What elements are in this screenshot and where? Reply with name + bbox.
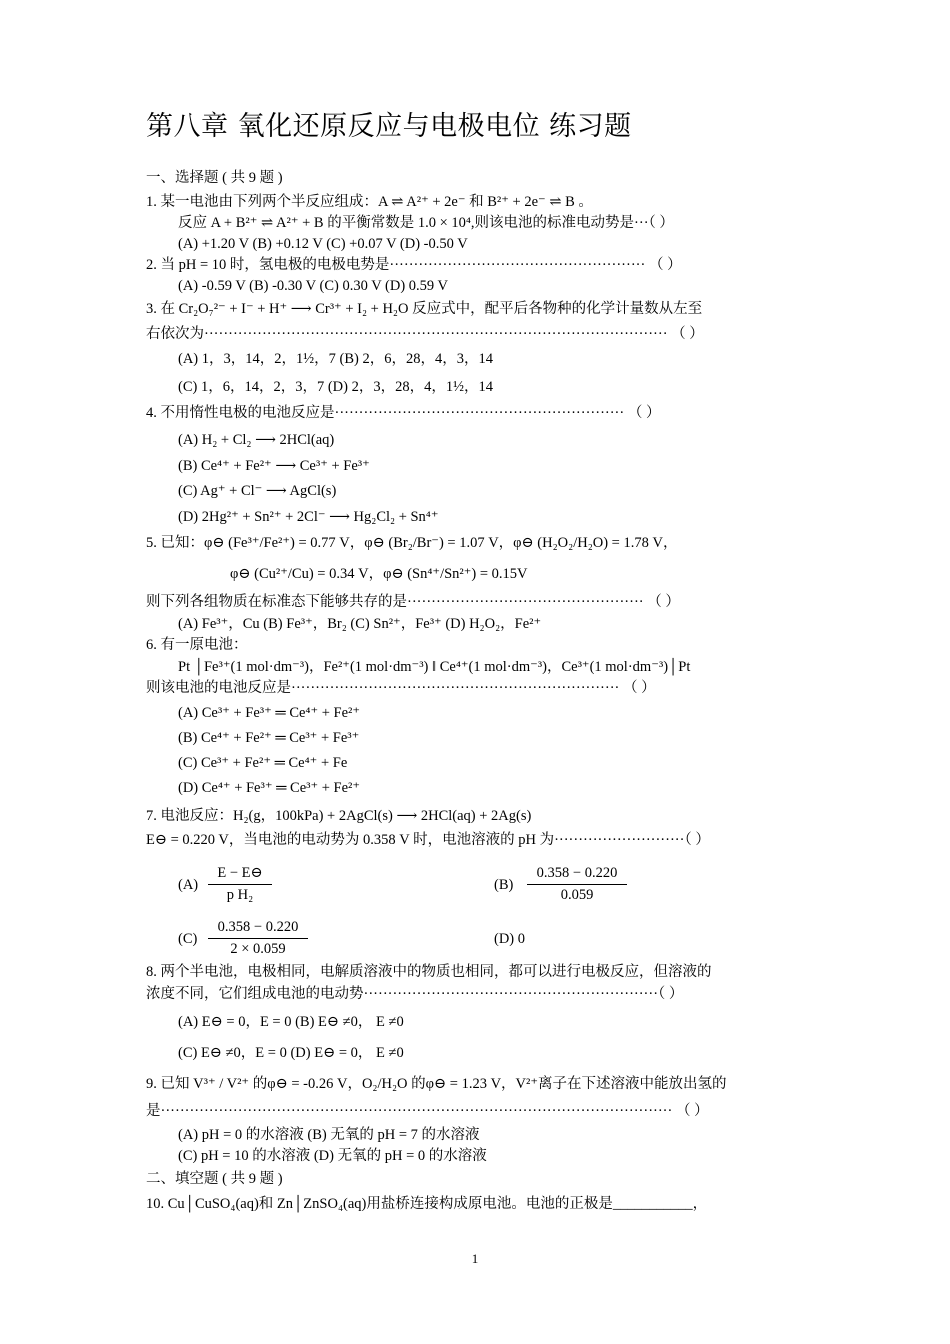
text-line: (A) Fe³⁺，Cu (B) Fe³⁺，Br₂ (C) Sn²⁺，Fe³⁺ (D) H₂O₂，Fe²⁺ — [178, 616, 542, 632]
text-line: (A) — [178, 877, 199, 893]
fraction-b — [527, 866, 627, 902]
text-line: (C) 1，6，14，2，3，7 (D) 2，3，28，4，1½，14 — [178, 379, 493, 395]
text-line: (A) pH = 0 的水溶液 (B) 无氧的 pH = 7 的水溶液 — [178, 1127, 480, 1143]
text-line: (C) pH = 10 的水溶液 (D) 无氧的 pH = 0 的水溶液 — [178, 1148, 487, 1164]
text-line: 3. 在 Cr₂O₇²⁻ + I⁻ + H⁺ ⟶ Cr³⁺ + I₂ + H₂O 反应式中，配平后各物种的化学计量数从左至 — [146, 301, 703, 317]
text-line: (C) Ce³⁺ + Fe²⁺ ═ Ce⁴⁺ + Fe — [178, 755, 348, 771]
text-line: 则下列各组物质在标准态下能够共存的是················································· （ ） — [146, 594, 680, 610]
text-line: (A) E⊖ = 0，E = 0 (B) E⊖ ≠0， E ≠0 — [178, 1014, 404, 1030]
text-line: 9. 已知 V³⁺ / V²⁺ 的φ⊖ = -0.26 V，O₂/H₂O 的φ⊖ = 1.23 V，V²⁺离子在下述溶液中能放出氢的 — [146, 1076, 727, 1092]
text-line: (D) Ce⁴⁺ + Fe³⁺ ═ Ce³⁺ + Fe²⁺ — [178, 780, 361, 796]
text-line: (A) 1，3，14，2，1½，7 (B) 2，6，28，4，3，14 — [178, 351, 493, 367]
text-line: 是·········································································································· （ ） — [146, 1103, 709, 1119]
fraction-b-den: 0.059 — [560, 886, 594, 903]
text-line: 8. 两个半电池，电极相同，电解质溶液中的物质也相同，都可以进行电极反应，但溶液的 — [146, 964, 712, 980]
text-line: φ⊖ (Cu²⁺/Cu) = 0.34 V，φ⊖ (Sn⁴⁺/Sn²⁺) = 0.15V — [230, 566, 528, 582]
text-line: (D) 2Hg²⁺ + Sn²⁺ + 2Cl⁻ ⟶ Hg₂Cl₂ + Sn⁴⁺ — [178, 509, 439, 525]
page-number: 1 — [471, 1251, 479, 1266]
text-line: 浓度不同，它们组成电池的电动势·····························································（ ） — [146, 986, 684, 1002]
text-line: (A) Ce³⁺ + Fe³⁺ ═ Ce⁴⁺ + Fe²⁺ — [178, 705, 361, 721]
text-line: Pt │Fe³⁺(1 mol·dm⁻³)，Fe²⁺(1 mol·dm⁻³) ‖ Ce⁴⁺(1 mol·dm⁻³)，Ce³⁺(1 mol·dm⁻³)│Pt — [178, 659, 691, 675]
fraction-c-den: 2 × 0.059 — [230, 940, 286, 957]
fraction-a — [208, 866, 272, 902]
text-line: (B) Ce⁴⁺ + Fe²⁺ ⟶ Ce³⁺ + Fe³⁺ — [178, 458, 370, 474]
text-line: 10. Cu│CuSO₄(aq)和 Zn│ZnSO₄(aq)用盐桥连接构成原电池。电池的正极是___________， — [146, 1196, 708, 1212]
text-line: (B) — [494, 877, 514, 893]
text-line: (C) Ag⁺ + Cl⁻ ⟶ AgCl(s) — [178, 483, 337, 499]
text-line: 右依次为································································································ （ ） — [146, 326, 704, 342]
text-line: 则该电池的电池反应是···································································· （ ） — [146, 680, 656, 696]
text-line: 1. 某一电池由下列两个半反应组成：A ⇌ A²⁺ + 2e⁻ 和 B²⁺ + 2e⁻ ⇌ B 。 — [146, 194, 593, 210]
text-line: 6. 有一原电池： — [146, 637, 248, 653]
text-line: 反应 A + B²⁺ ⇌ A²⁺ + B 的平衡常数是 1.0 × 10⁴,则该电池的标准电动势是···（ ） — [178, 215, 674, 231]
fraction-c — [208, 920, 308, 956]
text-line: 二、填空题 ( 共 9 题 ) — [146, 1171, 283, 1187]
text-line: 2. 当 pH = 10 时，氢电极的电极电势是····················································· （ ） — [146, 257, 682, 273]
text-line: (C) — [178, 931, 198, 947]
fraction-c-num: 0.358 − 0.220 — [217, 919, 299, 935]
fraction-b-num: 0.358 − 0.220 — [536, 865, 618, 881]
text-line: (B) Ce⁴⁺ + Fe²⁺ ═ Ce³⁺ + Fe³⁺ — [178, 730, 360, 746]
text-line: 一、选择题 ( 共 9 题 ) — [146, 170, 283, 186]
page-title: 第八章 氧化还原反应与电极电位 练习题 — [146, 111, 632, 142]
text-line: 7. 电池反应：H₂(g，100kPa) + 2AgCl(s) ⟶ 2HCl(aq) + 2Ag(s) — [146, 808, 532, 824]
fraction-a-num: E − E⊖ — [217, 865, 263, 881]
text-line: 5. 已知：φ⊖ (Fe³⁺/Fe²⁺) = 0.77 V，φ⊖ (Br₂/Br⁻) = 1.07 V，φ⊖ (H₂O₂/H₂O) = 1.78 V， — [146, 535, 678, 551]
fraction-a-den: p H₂ — [226, 886, 254, 903]
text-line: (D) 0 — [494, 931, 526, 947]
text-line: E⊖ = 0.220 V，当电池的电动势为 0.358 V 时，电池溶液的 pH 为···························（ ） — [146, 832, 710, 848]
text-line: (A) -0.59 V (B) -0.30 V (C) 0.30 V (D) 0.59 V — [178, 278, 448, 294]
text-line: (C) E⊖ ≠0，E = 0 (D) E⊖ = 0， E ≠0 — [178, 1045, 404, 1061]
text-line: (A) +1.20 V (B) +0.12 V (C) +0.07 V (D) -0.50 V — [178, 236, 468, 252]
text-line: 4. 不用惰性电极的电池反应是···························································· （ ） — [146, 405, 661, 421]
text-line: (A) H₂ + Cl₂ ⟶ 2HCl(aq) — [178, 432, 335, 448]
